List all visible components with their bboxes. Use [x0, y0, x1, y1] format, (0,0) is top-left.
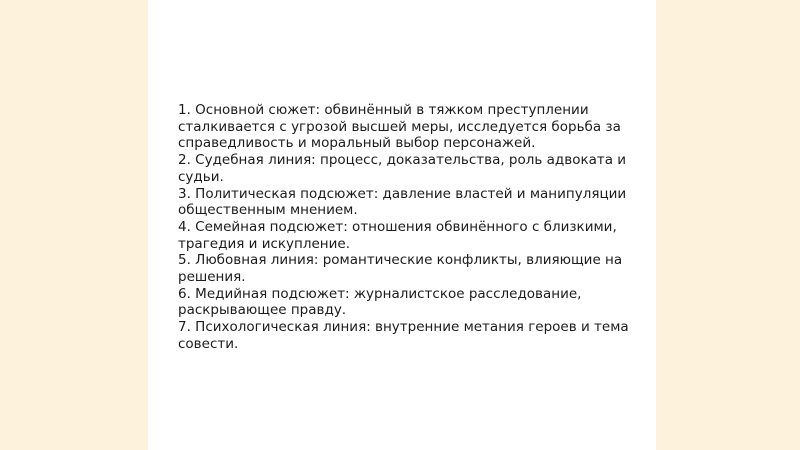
list-item-political-subplot: 3. Политическая подсюжет: давление властей и манипуляции общественным мнением. [178, 185, 627, 219]
document-page [148, 0, 656, 450]
list-item-media-subplot: 6. Медийная подсюжет: журналистское расследование, раскрывающее правду. [178, 285, 582, 319]
list-item-main-plot: 1. Основной сюжет: обвинённый в тяжком преступлении сталкивается с угрозой высшей меры, исследуется борьба за справедливость и моральный выбор персонажей. [178, 102, 621, 152]
list-item-love-line: 5. Любовная линия: романтические конфликты, влияющие на решения. [178, 252, 623, 286]
plot-list [178, 102, 638, 353]
list-item-psychological-line: 7. Психологическая линия: внутренние метания героев и тема совести. [178, 319, 629, 352]
list-item-court-line: 2. Судебная линия: процесс, доказательства, роль адвоката и судьи. [178, 152, 627, 185]
list-item-family-subplot: 4. Семейная подсюжет: отношения обвинённого с близкими, трагедия и искупление. [178, 218, 617, 252]
